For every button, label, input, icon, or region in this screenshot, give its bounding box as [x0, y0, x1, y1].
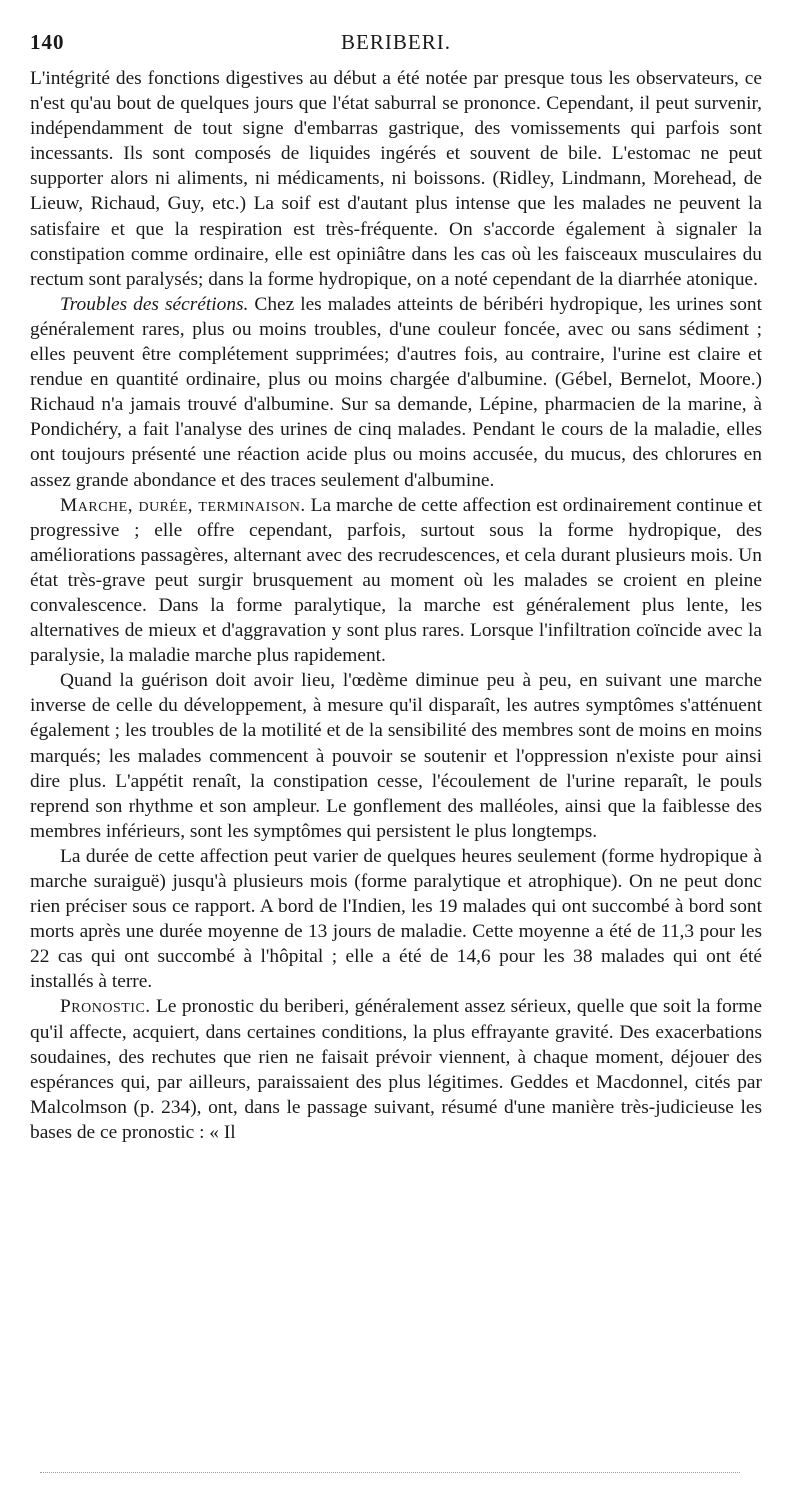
paragraph-duration [30, 844, 762, 995]
paragraph-text: La marche de cette affection est ordinairement continue et progressive ; elle offre cependant, parfois, surtout sous la forme hydropique, des améliorations passagères, alternant avec des recrudescences, et cela durant plusieurs mois. Un état très-grave peut surgir brusquement au moment où les malades se croient en pleine convalescence. Dans la forme paralytique, la marche est généralement plus lente, les alternatives de mieux et d'aggravation y sont plus rares. Lorsque l'infiltration coïncide avec la paralysie, la maladie marche plus rapidement. [30, 494, 762, 667]
paragraph-text: La durée de cette affection peut varier de quelques heures seulement (forme hydropique à marche suraiguë) jusqu'à plusieurs mois (forme paralytique et atrophique). On ne peut donc rien préciser sous ce rapport. A bord de l'Indien, les 19 malades qui ont succombé à bord sont morts après une durée moyenne de 13 jours de maladie. Cette moyenne a été de 11,3 pour les 22 cas qui ont succombé à l'hôpital ; elle a été de 14,6 pour les 38 malades qui ont été installés à terre. [30, 845, 762, 993]
section-heading-secretions: Troubles des sécrétions. [60, 293, 249, 315]
page-header [30, 30, 762, 60]
section-heading-course: Marche, durée, terminaison. [60, 494, 306, 516]
page-number: 140 [30, 30, 65, 54]
paragraph-text: Le pronostic du beriberi, généralement assez sérieux, quelle que soit la forme qu'il affecte, acquiert, dans certaines conditions, la plus effrayante gravité. Des exacerbations soudaines, des rechutes que rien ne faisait prévoir viennent, à chaque moment, déjouer des espérances qui, par ailleurs, paraissaient des plus légitimes. Geddes et Macdonnel, cités par Malcolmson (p. 234), ont, dans le passage suivant, résumé d'une manière très-judicieuse les bases de ce pronostic : « Il [30, 996, 762, 1143]
page-body [30, 66, 762, 1145]
paragraph-prognosis [30, 994, 762, 1145]
paragraph-course [30, 493, 762, 669]
paragraph-text: Quand la guérison doit avoir lieu, l'œdème diminue peu à peu, en suivant une marche inverse de celle du développement, à mesure qu'il disparaît, les autres symptômes s'atténuent également ; les troubles de la motilité et de la sensibilité des membres sont de moins en moins marqués; les malades commencent à pouvoir se soutenir et l'oppression n'existe pour ainsi dire plus. L'appétit renaît, la constipation cesse, l'écoulement de l'urine reparaît, le pouls reprend son rhythme et son ampleur. Le gonflement des malléoles, ainsi que la faiblesse des membres inférieurs, sont les symptômes qui persistent le plus longtemps. [30, 670, 762, 842]
running-title: BERIBERI. [341, 30, 451, 54]
paragraph-text: L'intégrité des fonctions digestives au début a été notée par presque tous les observateurs, ce n'est qu'au bout de quelques jours que l'état saburral se prononce. Cependant, il peut survenir, indépendamment de tout signe d'embarras gastrique, des vomissements qui parfois sont incessants. Ils sont composés de liquides ingérés et souvent de bile. L'estomac ne peut supporter alors ni aliments, ni médicaments, ni boissons. (Ridley, Lindmann, Morehead, de Lieuw, Richaud, Guy, etc.) La soif est d'autant plus intense que les malades ne peuvent la satisfaire et que la respiration est très-fréquente. On s'accorde également à signaler la constipation comme ordinaire, elle est opiniâtre dans les cas où les faisceaux musculaires du rectum sont paralysés; dans la forme hydropique, on a noté cependant de la diarrhée atonique. [30, 68, 762, 290]
paragraph-secretions [30, 292, 762, 493]
paragraph-recovery [30, 668, 762, 844]
paragraph-text: Chez les malades atteints de béribéri hydropique, les urines sont généralement rares, plus ou moins troubles, d'une couleur foncée, avec ou sans sédiment ; elles peuvent être complétement supprimées; d'autres fois, au contraire, l'urine est claire et rendue en quantité ordinaire, plus ou moins chargée d'albumine. (Gébel, Bernelot, Moore.) Richaud n'a jamais trouvé d'albumine. Sur sa demande, Lépine, pharmacien de la marine, à Pondichéry, a fait l'analyse des urines de cinq malades. Pendant le cours de la maladie, elles ont toujours présenté une réaction acide plus ou moins accusée, du mucus, des chlorures en assez grande abondance et des traces seulement d'albumine. [30, 293, 762, 491]
paragraph-digestive-functions [30, 66, 762, 292]
section-heading-prognosis: Pronostic. [60, 996, 151, 1018]
scan-artifact-line [40, 1472, 740, 1473]
